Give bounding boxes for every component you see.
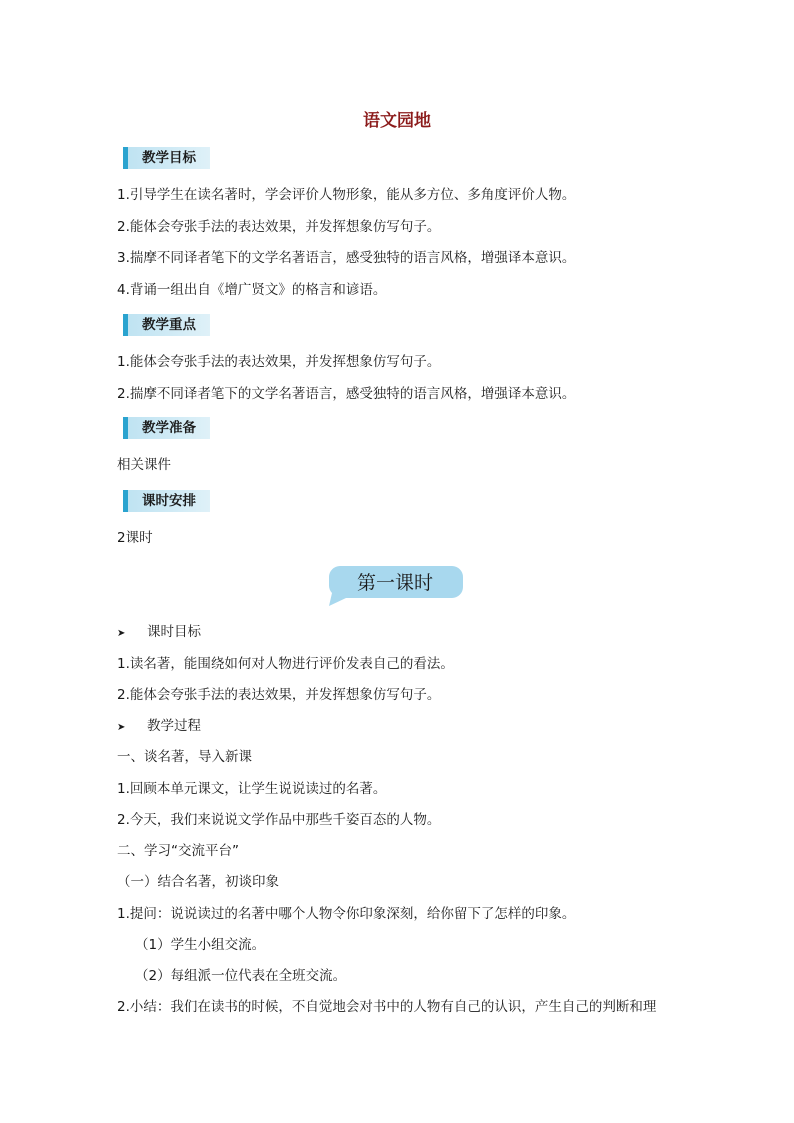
bullet-heading-goals <box>117 623 201 643</box>
section-heading-goals: 教学目标 <box>123 147 210 169</box>
lesson-goal-item: 1.读名著，能围绕如何对人物进行评价发表自己的看法。 <box>117 656 454 672</box>
section-heading-prep: 教学准备 <box>123 417 210 439</box>
goal-item: 4.背诵一组出自《增广贤文》的格言和谚语。 <box>117 282 387 298</box>
section-heading-focus: 教学重点 <box>123 314 210 336</box>
focus-item: 1.能体会夸张手法的表达效果，并发挥想象仿写句子。 <box>117 354 441 370</box>
process-line: 二、学习“交流平台” <box>117 843 239 859</box>
process-line: （1）学生小组交流。 <box>135 937 266 953</box>
process-line: （2）每组派一位代表在全班交流。 <box>135 968 347 984</box>
lesson-banner <box>326 565 464 605</box>
lesson-goal-item: 2.能体会夸张手法的表达效果，并发挥想象仿写句子。 <box>117 687 441 703</box>
process-line: 一、谈名著，导入新课 <box>117 749 252 765</box>
arrow-bullet-icon: ➤ <box>117 722 126 733</box>
process-line: 2.小结：我们在读书的时候，不自觉地会对书中的人物有自己的认识，产生自己的判断和理 <box>117 999 657 1015</box>
process-line: 2.今天，我们来说说文学作品中那些千姿百态的人物。 <box>117 812 441 828</box>
goal-item: 2.能体会夸张手法的表达效果，并发挥想象仿写句子。 <box>117 219 441 235</box>
bullet-heading-label: 课时目标 <box>147 624 201 640</box>
process-line: 1.提问：说说读过的名著中哪个人物令你印象深刻，给你留下了怎样的印象。 <box>117 906 576 922</box>
focus-item: 2.揣摩不同译者笔下的文学名著语言，感受独特的语言风格，增强译本意识。 <box>117 386 576 402</box>
bullet-heading-label: 教学过程 <box>147 718 201 734</box>
schedule-text: 2课时 <box>117 530 153 546</box>
process-line: 1.回顾本单元课文，让学生说说读过的名著。 <box>117 781 387 797</box>
process-line: （一）结合名著，初谈印象 <box>117 874 279 890</box>
section-heading-schedule: 课时安排 <box>123 490 210 512</box>
arrow-bullet-icon: ➤ <box>117 628 126 639</box>
lesson-banner-label: 第一课时 <box>356 572 433 594</box>
goal-item: 3.揣摩不同译者笔下的文学名著语言，感受独特的语言风格，增强译本意识。 <box>117 250 576 266</box>
bullet-heading-process <box>117 717 201 737</box>
prep-text: 相关课件 <box>117 457 171 473</box>
goal-item: 1.引导学生在读名著时，学会评价人物形象，能从多方位、多角度评价人物。 <box>117 187 576 203</box>
page-title: 语文园地 <box>363 111 431 131</box>
